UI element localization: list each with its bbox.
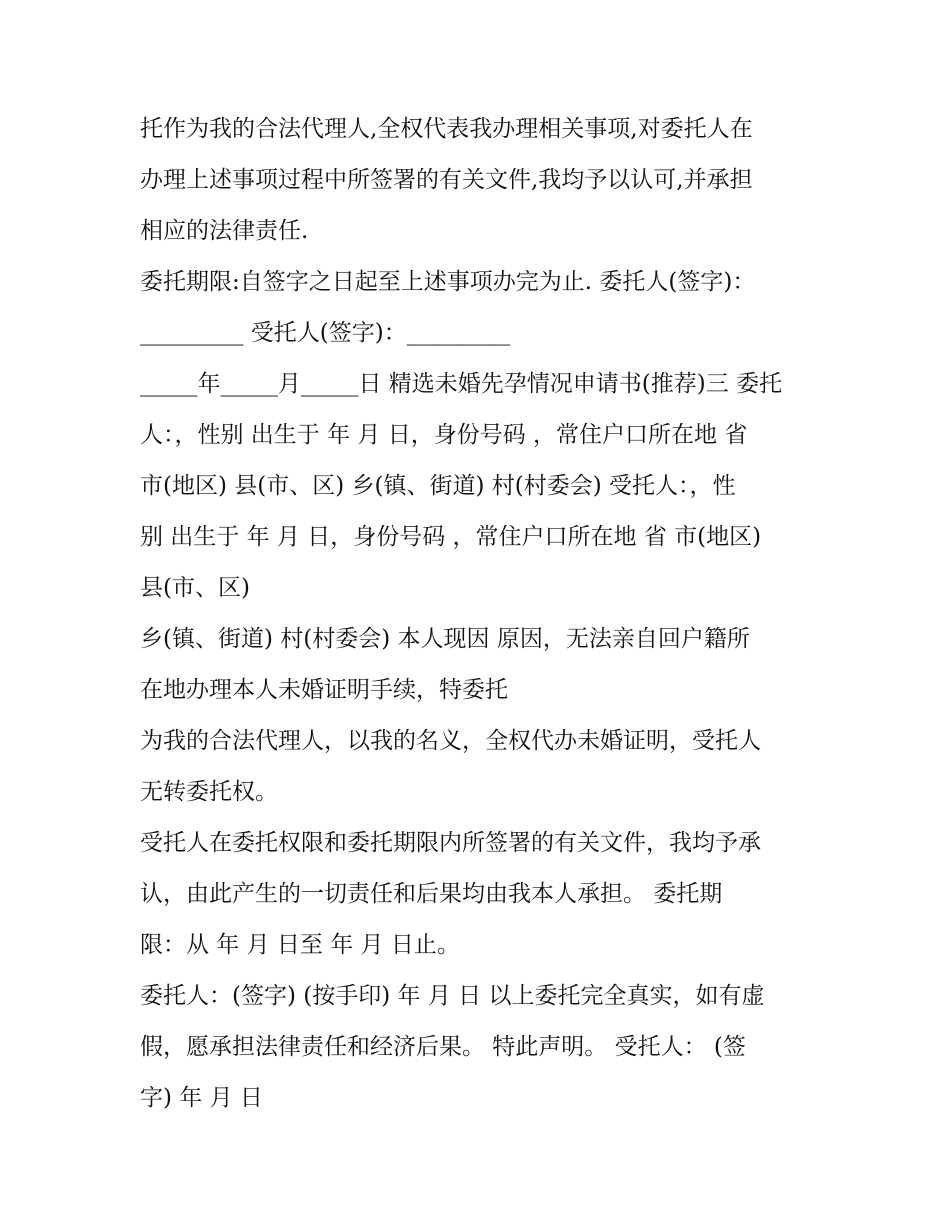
- text-line: 委托期限:自签字之日起至上述事项办完为止. 委托人(签字)：: [140, 269, 756, 295]
- text-line: 无转委托权。: [140, 779, 278, 805]
- text-line: 为我的合法代理人，以我的名义，全权代办未婚证明，受托人: [140, 728, 761, 754]
- text-line: 托作为我的合法代理人,全权代表我办理相关事项,对委托人在: [140, 116, 753, 142]
- text-line: 办理上述事项过程中所签署的有关文件,我均予以认可,并承担: [140, 167, 753, 193]
- text-line: 委托人：(签字) (按手印) 年 月 日 以上委托完全真实，如有虚: [140, 983, 765, 1009]
- text-line: 认，由此产生的一切责任和后果均由我本人承担。 委托期: [140, 881, 723, 907]
- text-line: 市(地区) 县(市、区) 乡(镇、街道) 村(村委会) 受托人：，性: [140, 473, 736, 499]
- text-line: 限：从 年 月 日至 年 月 日止。: [140, 932, 460, 958]
- text-line: 乡(镇、街道) 村(村委会) 本人现因 原因，无法亲自回户籍所: [140, 626, 750, 652]
- text-line: 字) 年 月 日: [140, 1085, 263, 1111]
- text-line: _________ 受托人(签字)：_________: [140, 320, 511, 346]
- text-line: 别 出生于 年 月 日，身份号码 ，常住户口所在地 省 市(地区): [140, 524, 762, 550]
- text-line: 相应的法律责任.: [140, 218, 309, 244]
- text-line: 假，愿承担法律责任和经济后果。 特此声明。 受托人： (签: [140, 1034, 746, 1060]
- text-line: 县(市、区): [140, 575, 250, 601]
- text-line: _____年_____月_____日 精选未婚先孕情况申请书(推荐)三 委托: [140, 371, 783, 397]
- text-line: 在地办理本人未婚证明手续，特委托: [140, 677, 508, 703]
- text-line: 受托人在委托权限和委托期限内所签署的有关文件，我均予承: [140, 830, 761, 856]
- text-line: 人：，性别 出生于 年 月 日，身份号码 ，常住户口所在地 省: [140, 422, 748, 448]
- document-body: [140, 104, 820, 1124]
